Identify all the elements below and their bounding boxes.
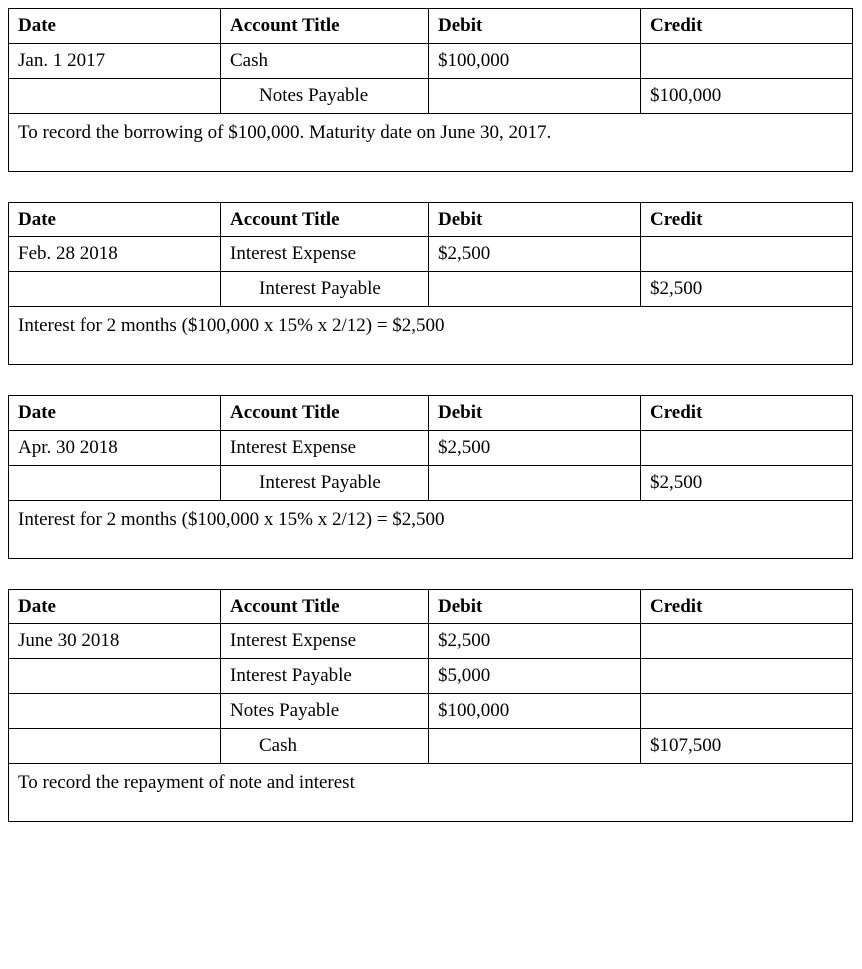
cell-memo: To record the repayment of note and interest	[9, 763, 853, 821]
cell-debit: $100,000	[429, 43, 641, 78]
column-header-credit: Credit	[641, 202, 853, 237]
journal-entry-table	[8, 395, 853, 559]
table-memo-row	[9, 763, 853, 821]
cell-memo: Interest for 2 months ($100,000 x 15% x 2/12) = $2,500	[9, 500, 853, 558]
column-header-debit: Debit	[429, 9, 641, 44]
cell-credit: $2,500	[641, 465, 853, 500]
table-row	[9, 43, 853, 78]
column-header-debit: Debit	[429, 396, 641, 431]
column-header-credit: Credit	[641, 396, 853, 431]
column-header-credit: Credit	[641, 589, 853, 624]
cell-date	[9, 465, 221, 500]
cell-date	[9, 272, 221, 307]
cell-date	[9, 78, 221, 113]
column-header-account-title: Account Title	[221, 9, 429, 44]
cell-date: Feb. 28 2018	[9, 237, 221, 272]
column-header-credit: Credit	[641, 9, 853, 44]
cell-credit	[641, 237, 853, 272]
table-row	[9, 430, 853, 465]
table-memo-row	[9, 113, 853, 171]
table-memo-row	[9, 307, 853, 365]
table-row	[9, 694, 853, 729]
cell-debit	[429, 728, 641, 763]
table-row	[9, 659, 853, 694]
cell-debit	[429, 272, 641, 307]
table-memo-row	[9, 500, 853, 558]
cell-date: June 30 2018	[9, 624, 221, 659]
table-row	[9, 465, 853, 500]
cell-date	[9, 659, 221, 694]
cell-credit	[641, 659, 853, 694]
cell-debit: $100,000	[429, 694, 641, 729]
cell-credit	[641, 624, 853, 659]
cell-account-title: Cash	[221, 728, 429, 763]
cell-debit	[429, 465, 641, 500]
column-header-date: Date	[9, 202, 221, 237]
column-header-date: Date	[9, 9, 221, 44]
cell-date	[9, 694, 221, 729]
journal-entry-table	[8, 202, 853, 366]
cell-account-title: Interest Payable	[221, 272, 429, 307]
table-row	[9, 728, 853, 763]
cell-account-title: Interest Expense	[221, 624, 429, 659]
column-header-debit: Debit	[429, 202, 641, 237]
cell-credit	[641, 43, 853, 78]
journal-tables-container	[8, 8, 852, 822]
column-header-account-title: Account Title	[221, 589, 429, 624]
cell-credit: $2,500	[641, 272, 853, 307]
table-header-row	[9, 202, 853, 237]
cell-memo: Interest for 2 months ($100,000 x 15% x 2/12) = $2,500	[9, 307, 853, 365]
journal-entry-table	[8, 8, 853, 172]
cell-credit: $100,000	[641, 78, 853, 113]
cell-credit: $107,500	[641, 728, 853, 763]
table-row	[9, 78, 853, 113]
cell-memo: To record the borrowing of $100,000. Maturity date on June 30, 2017.	[9, 113, 853, 171]
column-header-debit: Debit	[429, 589, 641, 624]
cell-account-title: Interest Payable	[221, 465, 429, 500]
cell-date: Apr. 30 2018	[9, 430, 221, 465]
table-row	[9, 272, 853, 307]
cell-account-title: Interest Payable	[221, 659, 429, 694]
cell-account-title: Interest Expense	[221, 237, 429, 272]
table-row	[9, 237, 853, 272]
table-header-row	[9, 589, 853, 624]
column-header-account-title: Account Title	[221, 202, 429, 237]
column-header-date: Date	[9, 589, 221, 624]
cell-credit	[641, 694, 853, 729]
cell-date: Jan. 1 2017	[9, 43, 221, 78]
cell-debit: $2,500	[429, 624, 641, 659]
cell-date	[9, 728, 221, 763]
column-header-account-title: Account Title	[221, 396, 429, 431]
cell-credit	[641, 430, 853, 465]
cell-account-title: Interest Expense	[221, 430, 429, 465]
cell-account-title: Cash	[221, 43, 429, 78]
cell-debit: $2,500	[429, 237, 641, 272]
cell-account-title: Notes Payable	[221, 694, 429, 729]
column-header-date: Date	[9, 396, 221, 431]
table-header-row	[9, 396, 853, 431]
journal-entry-table	[8, 589, 853, 822]
cell-debit: $5,000	[429, 659, 641, 694]
cell-debit	[429, 78, 641, 113]
table-header-row	[9, 9, 853, 44]
table-row	[9, 624, 853, 659]
cell-debit: $2,500	[429, 430, 641, 465]
cell-account-title: Notes Payable	[221, 78, 429, 113]
